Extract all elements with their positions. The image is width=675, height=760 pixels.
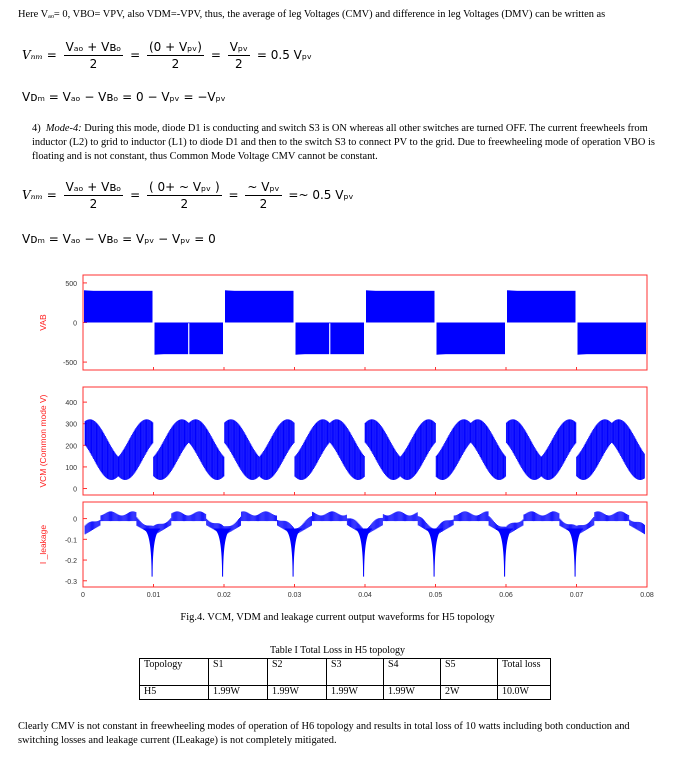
x-tick-label: 0.02 (217, 592, 231, 599)
x-tick-label: 0.05 (428, 592, 443, 599)
y-tick-label: 200 (65, 443, 77, 451)
intro-paragraph: Here Vₐₒ= 0, VBO= VPV, also VDM=-VPV, thus, the average of leg Voltages (CMV) and difference in leg Voltages (DMV) can be written as (18, 9, 606, 20)
table-header-cell: S2 (268, 659, 327, 686)
table-cell: 1.99W (268, 686, 327, 700)
waveform-figure (0, 265, 675, 605)
x-tick-label: 0.07 (569, 592, 584, 599)
table-cell: 2W (441, 686, 498, 700)
table-cell: 10.0W (498, 686, 551, 700)
table-cell: H5 (140, 686, 209, 700)
table-title: Table I Total Loss in H5 topology (269, 645, 406, 656)
table-header-cell: S1 (209, 659, 268, 686)
y-tick-label: 0 (73, 516, 77, 524)
x-tick-label: 0.04 (358, 592, 372, 599)
x-tick-label: 0.03 (287, 592, 302, 599)
x-tick-label: 0.08 (640, 592, 654, 599)
equation-vdm-mode3: Vᴅₘ = Vₐₒ − Vʙₒ = 0 − Vₚᵥ = −Vₚᵥ (22, 90, 226, 104)
table-cell: 1.99W (327, 686, 384, 700)
equation-vcm-mode3: Vₙₘ = $\frac{\text{Vₐₒ + Vʙₒ}}{2}$ = $\frac{\text{(0 + Vₚᵥ)}}{2}$ = $\frac{\text{Vₚᵥ}}{2}$ = 0.5 Vₚᵥ (22, 40, 312, 71)
y-tick-label: 0 (73, 486, 77, 494)
y-tick-label: -0.1 (64, 537, 77, 545)
x-tick-label: 0 (81, 592, 85, 599)
table-header-cell: S5 (441, 659, 498, 686)
y-axis-label: VCM (Common mode V) (38, 394, 48, 488)
x-tick-label: 0.01 (146, 592, 161, 599)
figure-caption: Fig.4. VCM, VDM and leakage current output waveforms for H5 topology (180, 612, 495, 623)
table-header-cell: S3 (327, 659, 384, 686)
table-cell: 1.99W (384, 686, 441, 700)
table-row (140, 686, 551, 700)
y-tick-label: -0.2 (64, 558, 77, 566)
y-tick-label: -500 (62, 360, 77, 368)
y-tick-label: 500 (65, 280, 77, 288)
table-header-row (140, 659, 551, 686)
table-cell: 1.99W (209, 686, 268, 700)
table-header-cell: Topology (140, 659, 209, 686)
table-header-cell: Total loss (498, 659, 551, 686)
y-tick-label: 100 (65, 464, 77, 472)
y-axis-label: VAB (38, 314, 48, 331)
conclusion-paragraph: Clearly CMV is not constant in freewheeling modes of operation of H6 topology and results in total loss of 10 watts including both conduction and switching losses and leakage current (ILeakage) is not completely mitigated. (18, 721, 630, 746)
y-tick-label: 400 (65, 400, 77, 408)
equation-vdm-mode4: Vᴅₘ = Vₐₒ − Vʙₒ = Vₚᵥ − Vₚᵥ = 0 (22, 232, 216, 246)
y-tick-label: 0 (73, 320, 77, 328)
equation-vcm-mode4: Vₙₘ = $\frac{\text{Vₐₒ + Vʙₒ}}{2}$ = $\frac{\text{( 0+ \textasciitilde{} Vₚᵥ )}}{2}$ = $\frac{\text{\textasciitilde{} Vₚᵥ}}{2}$ =~ 0.5 Vₚᵥ (22, 180, 354, 211)
table-header-cell: S4 (384, 659, 441, 686)
y-axis-label: I _leakage (38, 524, 48, 565)
x-tick-label: 0.06 (499, 592, 513, 599)
loss-table (139, 658, 551, 700)
mode4-paragraph: 4) Mode-4: During this mode, diode D1 is conducting and switch S3 is ON whereas all other switches are turned OFF. The current freewheels from inductor (L2) to grid to inductor (L1) to diode D1 and then to the switch S3 to connect PV to the grid. Due to freewheeling mode of operation VBO is floating and is not constant, thus Common Mode Voltage CMV cannot be constant. (32, 123, 655, 162)
y-tick-label: -0.3 (64, 578, 77, 586)
y-tick-label: 300 (65, 421, 77, 429)
